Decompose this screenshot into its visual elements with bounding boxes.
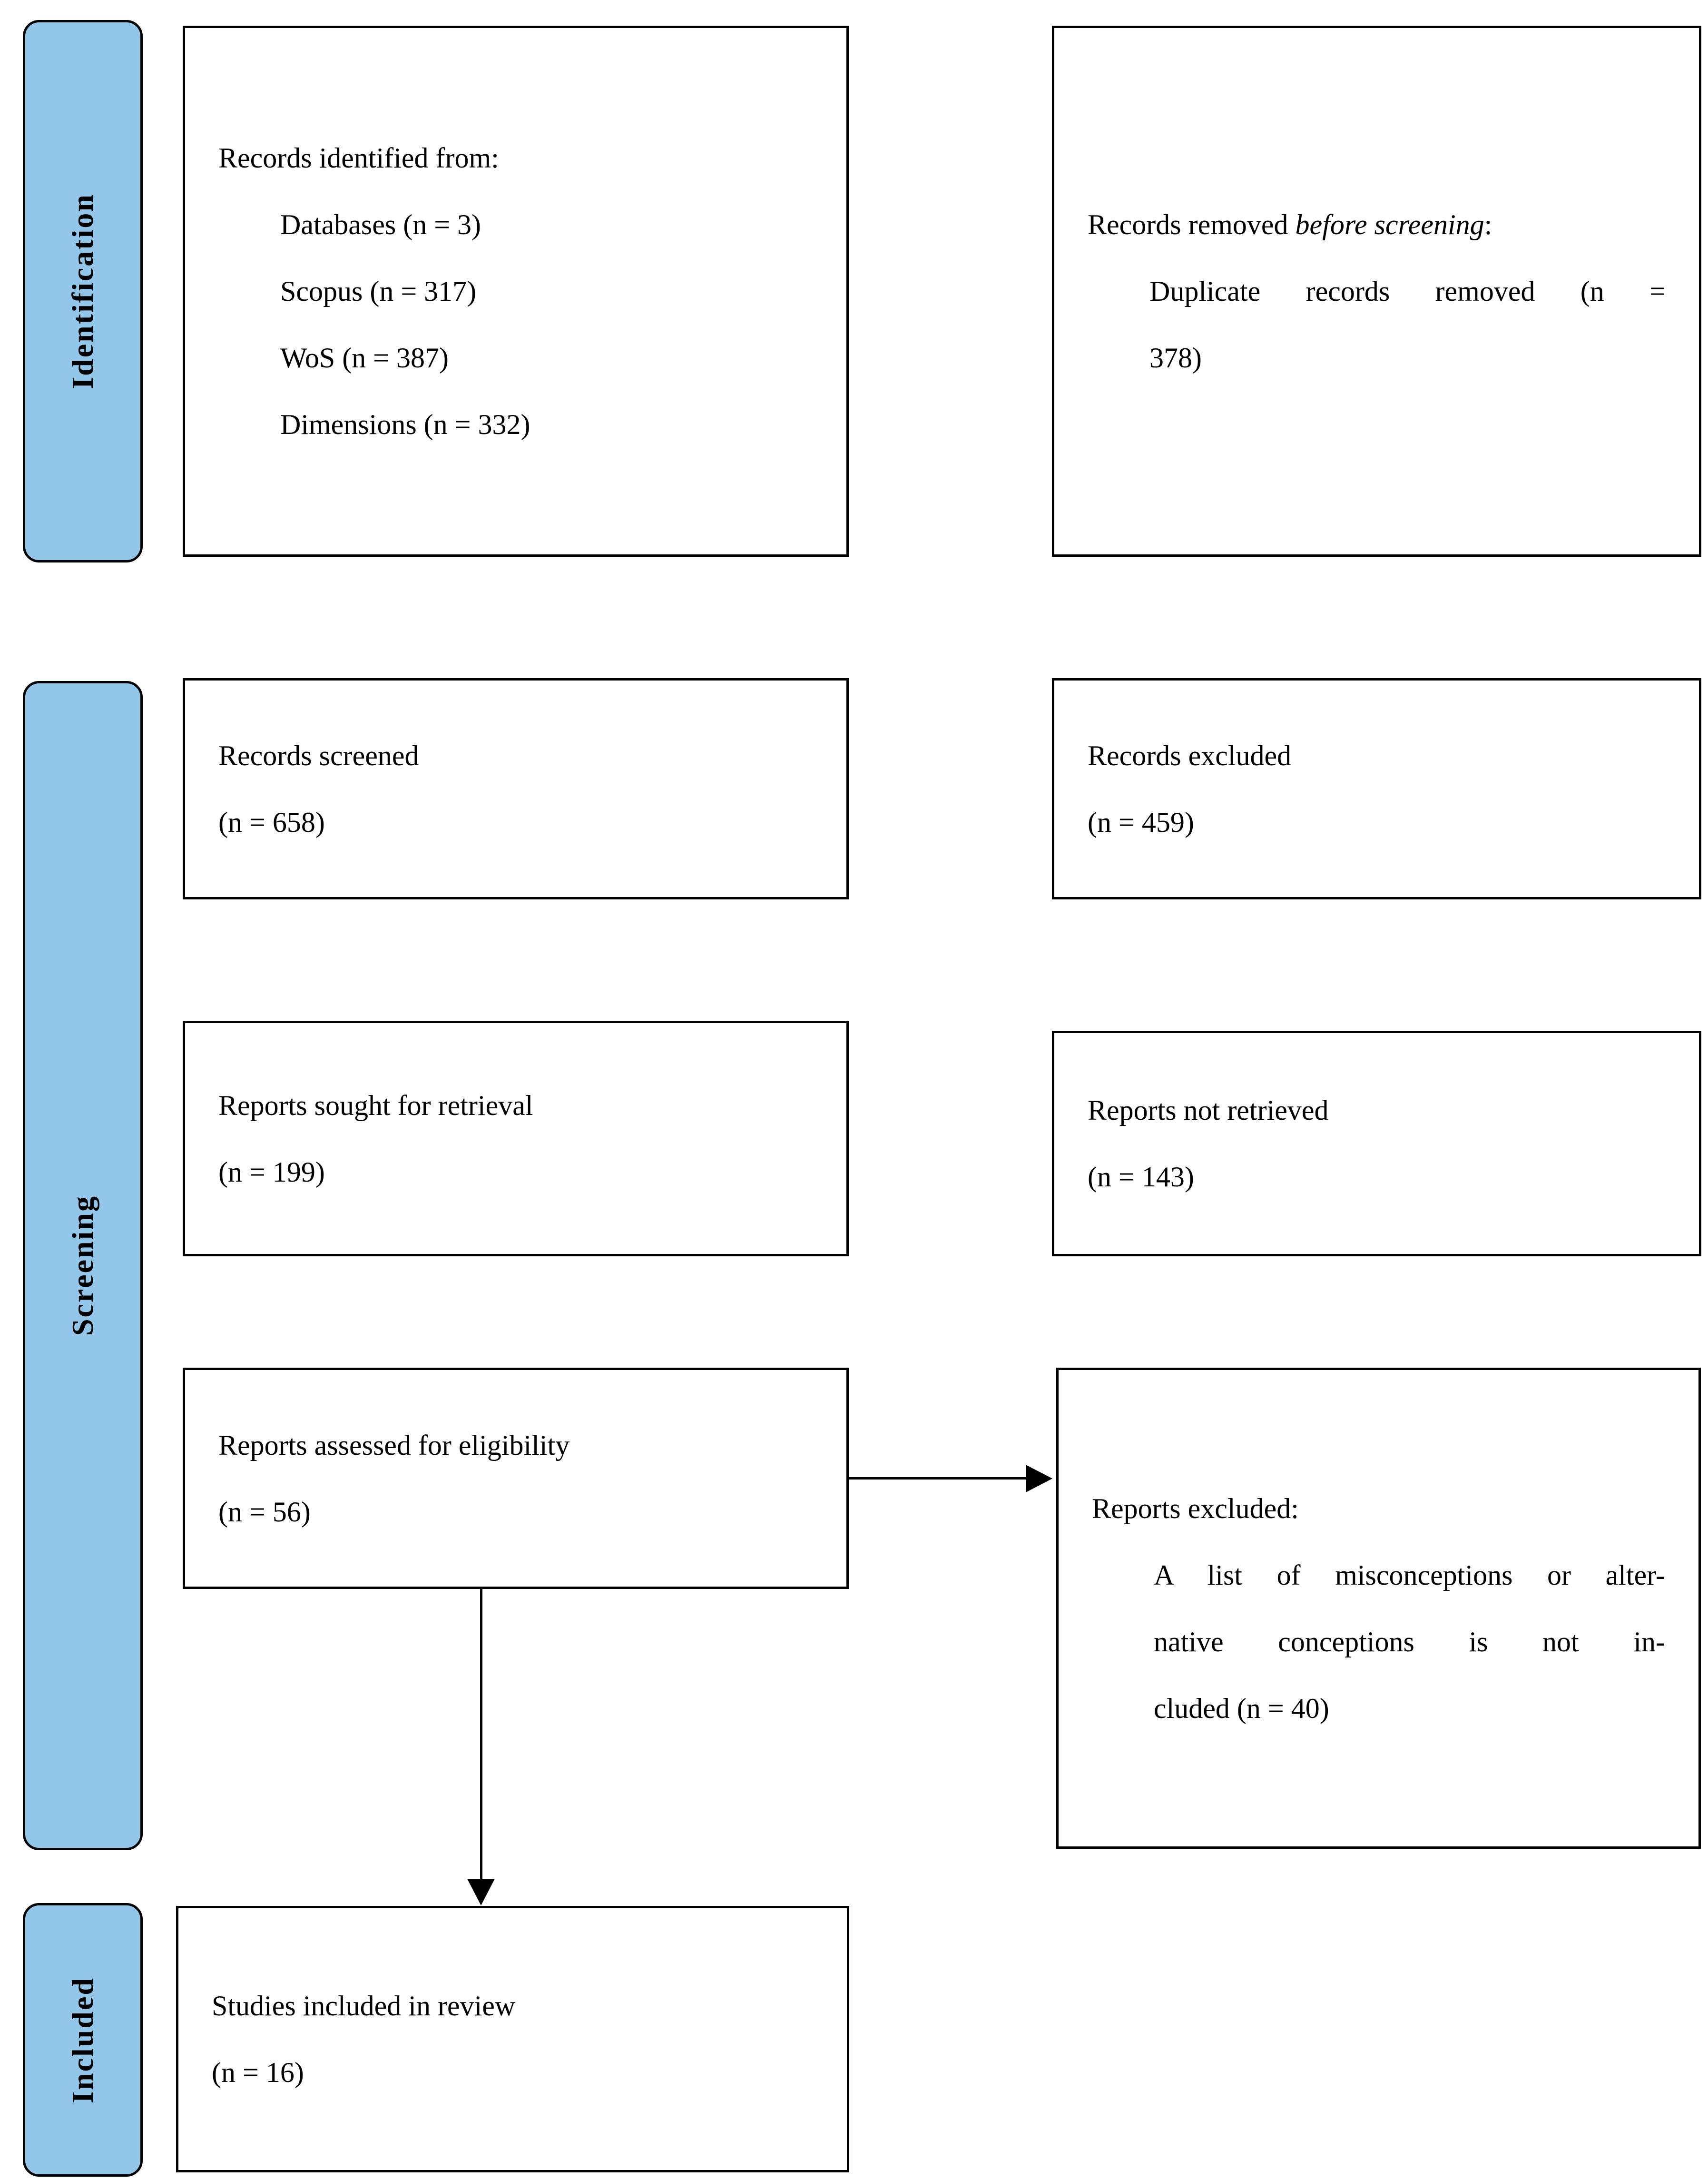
records-excluded-count: (n = 459) — [1088, 806, 1194, 838]
reports-not-retrieved-count: (n = 143) — [1088, 1161, 1194, 1193]
reports-sought-line1: Reports sought for retrieval — [218, 1089, 533, 1121]
records-removed-title-suffix: : — [1484, 209, 1492, 240]
reports-excluded-detail: A list of misconceptions or alter- native conceptions is not in- cluded (n = 40) — [1154, 1559, 1665, 1724]
stage-label-screening: Screening — [66, 1195, 99, 1336]
records-identified-sources: Databases (n = 3) Scopus (n = 317) WoS (n = 387) Dimensions (n = 332) — [280, 209, 530, 440]
studies-included-count: (n = 16) — [212, 2057, 304, 2088]
box-studies-included — [176, 1906, 849, 2172]
records-identified-title: Records identified from: — [218, 142, 499, 174]
arrow-assessed-to-excluded-line — [849, 1477, 1029, 1480]
stage-identification — [23, 20, 143, 562]
arrow-assessed-to-included-head — [467, 1879, 495, 1905]
box-reports-excluded — [1056, 1368, 1701, 1849]
records-removed-title-italic: before screening — [1295, 209, 1484, 240]
stage-label-included: Included — [66, 1976, 99, 2103]
box-reports-assessed — [183, 1368, 849, 1589]
stage-screening — [23, 681, 143, 1850]
records-removed-title-prefix: Records removed — [1088, 209, 1296, 240]
box-records-excluded — [1052, 678, 1701, 899]
studies-included-line1: Studies included in review — [212, 1990, 516, 2022]
box-records-identified — [183, 26, 849, 557]
reports-not-retrieved-line1: Reports not retrieved — [1088, 1095, 1329, 1126]
records-screened-count: (n = 658) — [218, 806, 325, 838]
records-removed-detail: Duplicate records removed (n = 378) — [1149, 276, 1666, 374]
reports-sought-count: (n = 199) — [218, 1156, 325, 1188]
reports-assessed-line1: Reports assessed for eligibility — [218, 1429, 570, 1461]
box-records-screened — [183, 678, 849, 899]
records-excluded-line1: Records excluded — [1088, 740, 1292, 771]
box-records-removed — [1052, 26, 1701, 557]
reports-excluded-title: Reports excluded: — [1092, 1492, 1299, 1524]
box-reports-sought — [183, 1021, 849, 1256]
records-removed-title — [1088, 191, 1666, 258]
stage-label-identification: Identification — [66, 193, 99, 389]
arrow-assessed-to-included-line — [480, 1589, 482, 1882]
records-screened-line1: Records screened — [218, 740, 419, 771]
arrow-assessed-to-excluded-head — [1026, 1465, 1052, 1492]
reports-assessed-count: (n = 56) — [218, 1496, 311, 1528]
box-reports-not-retrieved — [1052, 1031, 1701, 1256]
stage-included — [23, 1903, 143, 2177]
